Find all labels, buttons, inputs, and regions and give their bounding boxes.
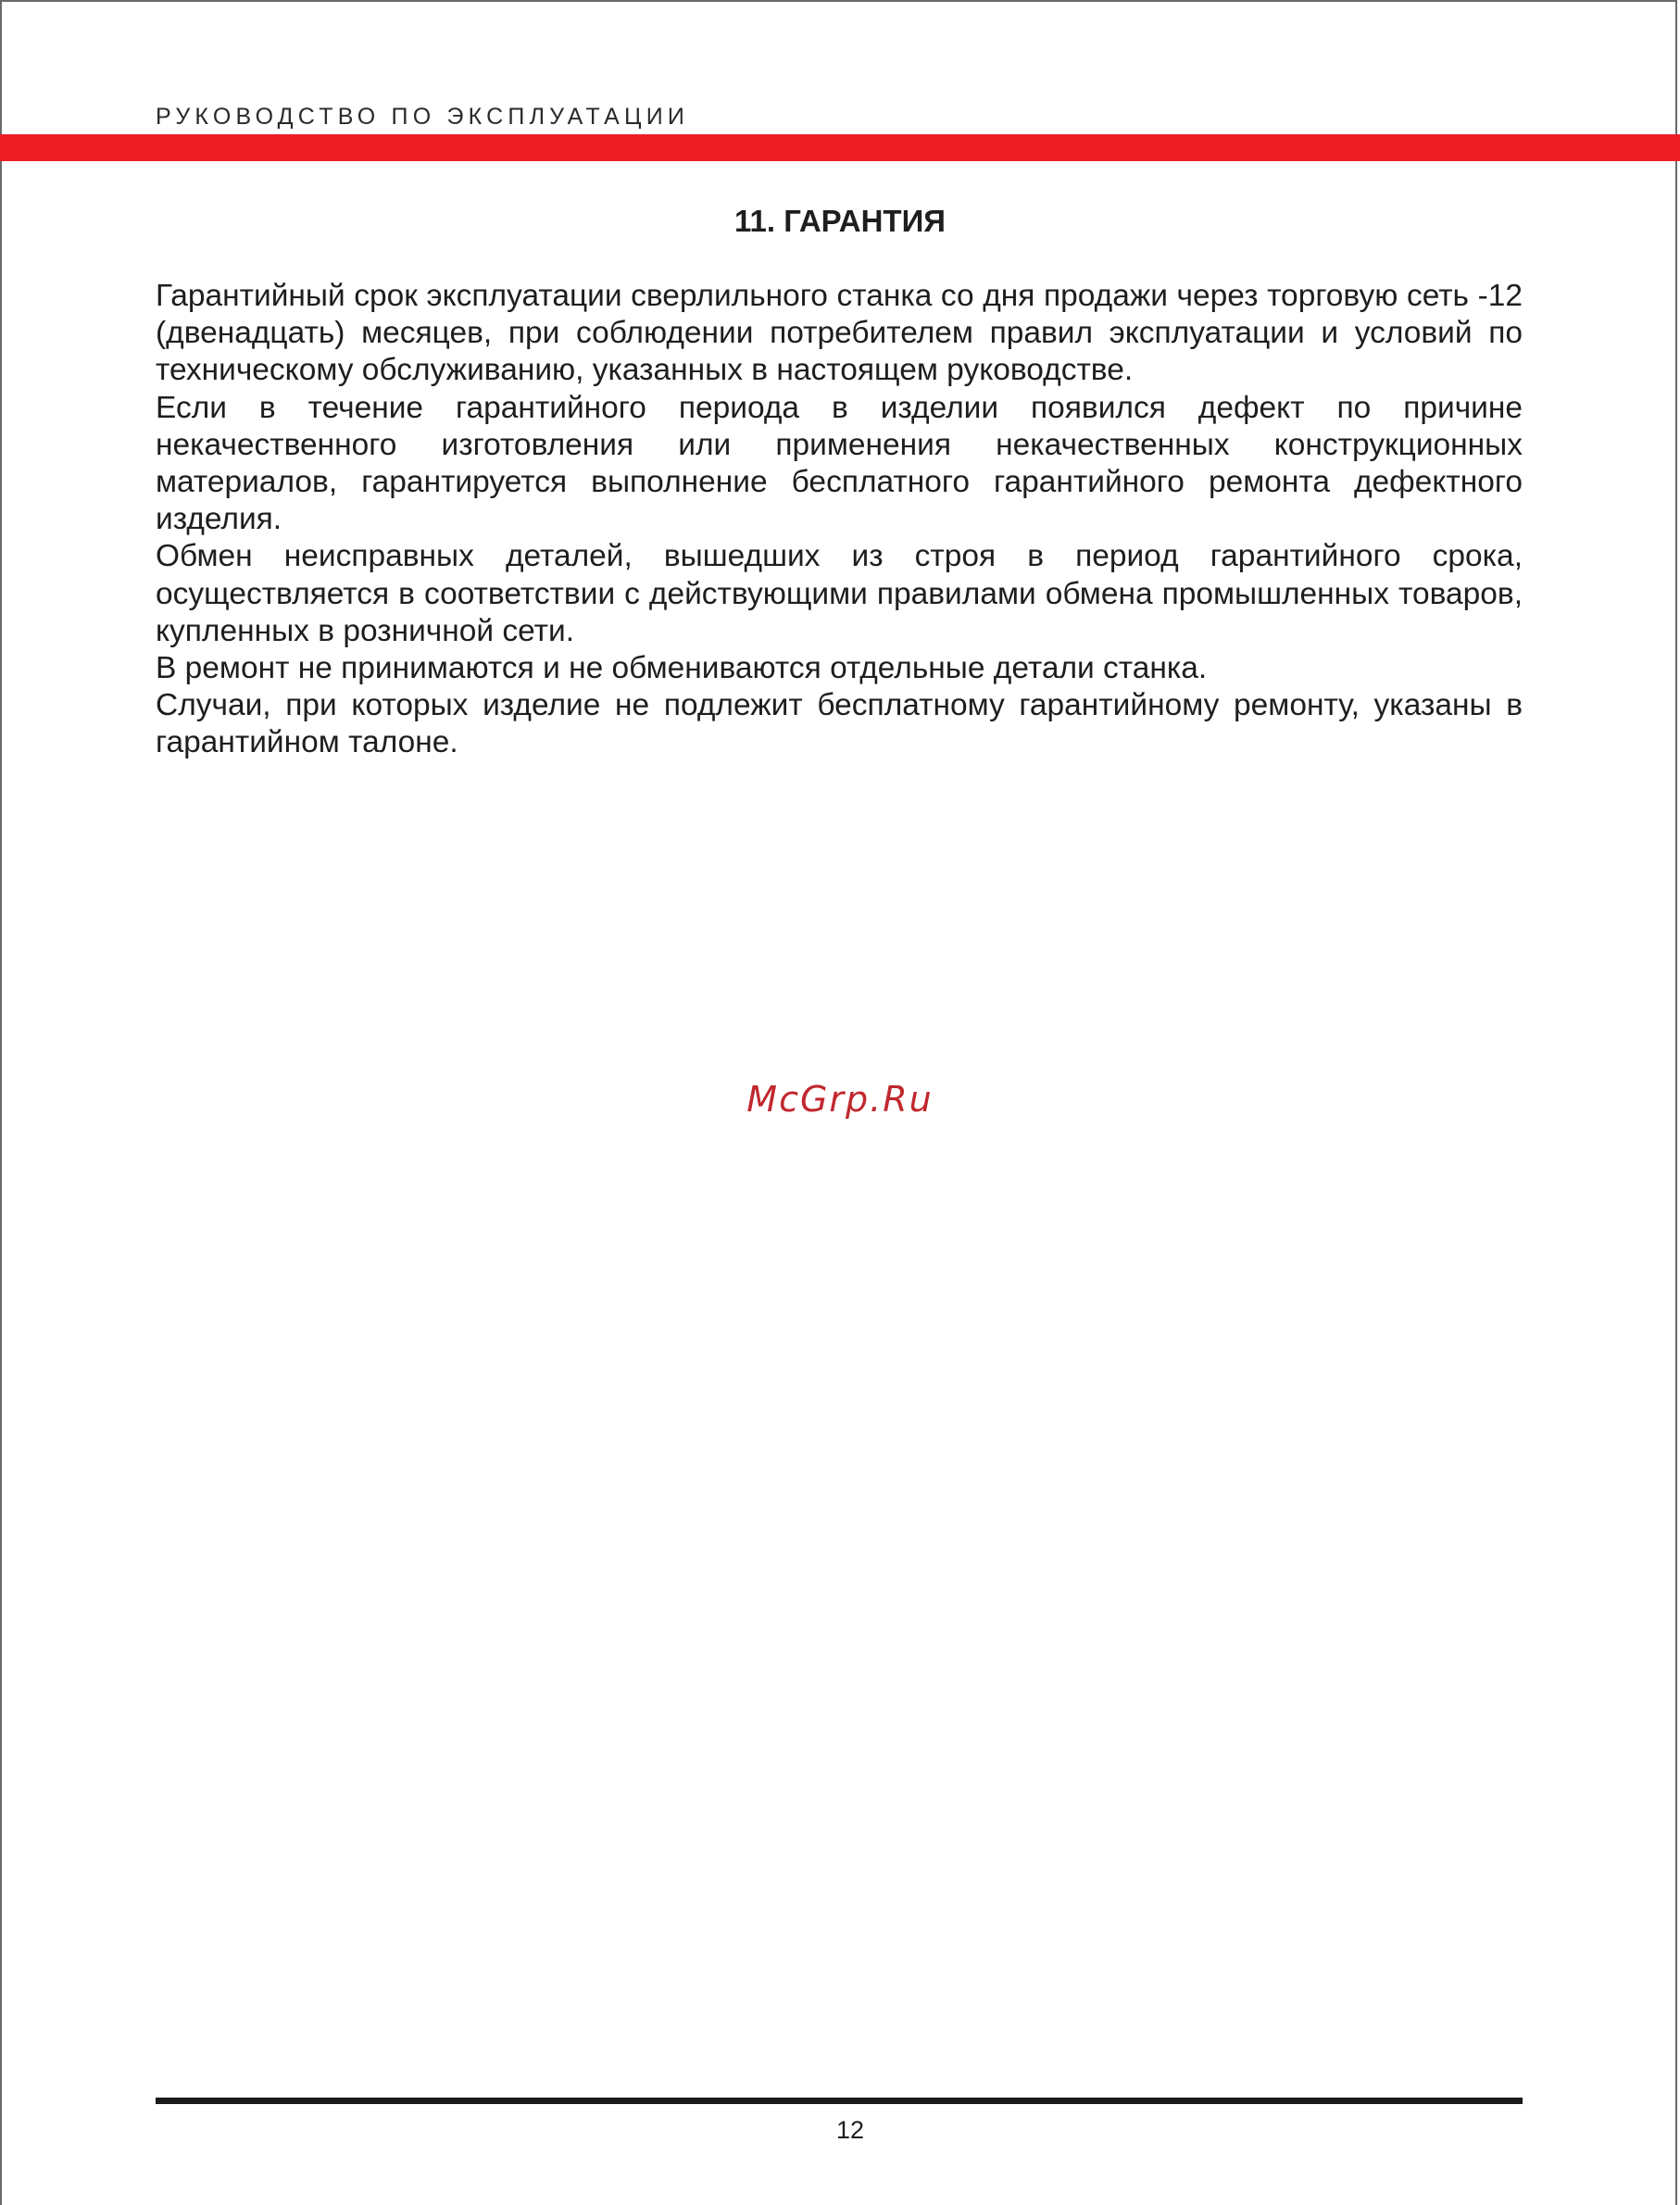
paragraph-defect-repair: Если в течение гарантийного периода в изделии появился дефект по причине некачественного изготовления или применения некачественных конструкционных материалов, гарантируется выполнение бесплатного гарантийного ремонта дефектного изделия. <box>156 390 1523 537</box>
running-header: РУКОВОДСТВО ПО ЭКСПЛУАТАЦИИ <box>156 104 690 130</box>
watermark: McGrp.Ru <box>746 1079 934 1120</box>
paragraph-warranty-period: Гарантийный срок эксплуатации сверлильного станка со дня продажи через торговую сеть -12 (двенадцать) месяцев, при соблюдении потребителем правил эксплуатации и условий по техническому обслуживанию, указанных в настоящем руководстве. <box>156 279 1523 388</box>
warranty-text <box>156 278 1523 762</box>
paragraph-parts-exchange: Обмен неисправных деталей, вышедших из строя в период гарантийного срока, осуществляется в соответствии с действующими правилами обмена промышленных товаров, купленных в розничной сети. <box>156 539 1523 648</box>
paragraph-parts-not-accepted: В ремонт не принимаются и не обмениваются отдельные детали станка. <box>156 651 1208 686</box>
page-number: 12 <box>835 2116 865 2144</box>
footer-rule <box>156 2098 1523 2104</box>
section-title: 11. ГАРАНТИЯ <box>733 204 947 238</box>
header-red-band <box>0 134 1680 161</box>
paragraph-exclusions: Случаи, при которых изделие не подлежит бесплатному гарантийному ремонту, указаны в гарантийном талоне. <box>156 688 1523 760</box>
